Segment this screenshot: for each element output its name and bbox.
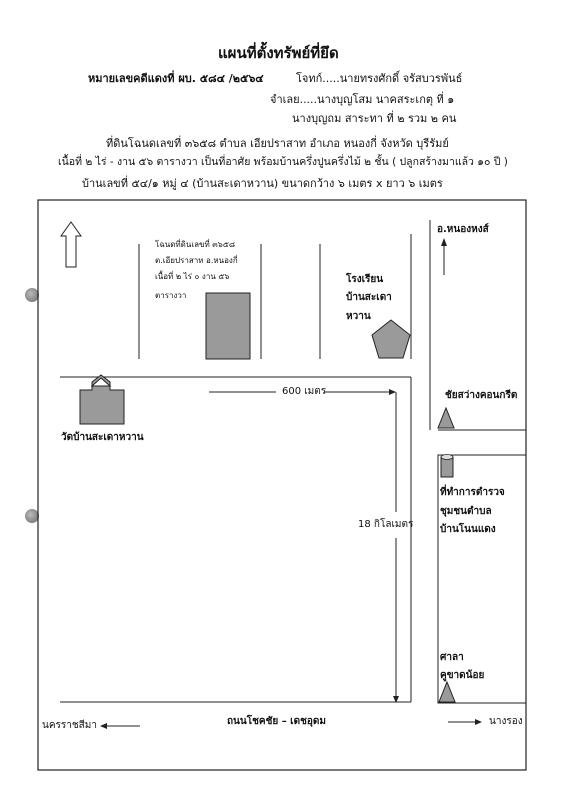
sala-label-1: ศาลา: [440, 652, 464, 663]
concrete-shop-label: ชัยสว่างคอนกรีต: [445, 390, 518, 401]
sala-icon: [439, 682, 455, 702]
area-line: เนื้อที่ ๒ ไร่ - งาน ๕๖ ตารางวา เป็นที่อาศัย พร้อมบ้านครึ่งปูนครึ่งไม้ ๒ ชั้น ( ปลูกสร้างมาแล้ว ๑๐ ปี ): [58, 156, 508, 168]
arrow-head-icon: [100, 723, 107, 729]
police-station-icon: [441, 457, 453, 477]
deed-info-1: โฉนดที่ดินเลขที่ ๓๖๕๘: [155, 240, 236, 249]
deed-line: ที่ดินโฉนดเลขที่ ๓๖๕๘ ตำบล เอียปราสาท อำเภอ หนองกี่ จังหวัด บุรีรัมย์: [106, 137, 449, 150]
police-label-2: ชุมชนตำบล: [440, 506, 492, 517]
deed-info-2: ต.เอียปราสาท อ.หนองกี่: [155, 256, 238, 265]
defendant-line-1: จำเลย.....นางบุญโสม นาคสระเกตุ ที่ ๑: [270, 93, 455, 106]
east-place-label: นางรอง: [489, 716, 523, 727]
temple-label: วัดบ้านสะเดาหวาน: [61, 432, 144, 443]
arrow-head-icon: [475, 719, 482, 725]
road-label: ถนนโชคชัย – เดชอุดม: [227, 716, 326, 727]
north-arrow-icon: [61, 222, 81, 267]
police-label-1: ที่ทำการตำรวจ: [440, 487, 505, 498]
school-label-1: โรงเรียน: [346, 274, 384, 285]
case-number: หมายเลขคดีแดงที่ ผบ. ๕๘๔ /๒๕๖๔: [88, 72, 264, 85]
defendant-line-2: นางบุญถม สาระทา ที่ ๒ รวม ๒ คน: [292, 112, 457, 125]
page-title: แผนที่ตั้งทรัพย์ที่ยึด: [218, 44, 339, 62]
distance-18-label: 18 กิโลเมตร: [358, 519, 414, 530]
school-label-3: หวาน: [346, 311, 371, 322]
map-frame: [38, 200, 526, 770]
deed-info-3: เนื้อที่ ๒ ไร่ ๐ งาน ๕๖: [155, 272, 230, 281]
west-place-label: นครราชสีมา: [42, 720, 97, 731]
land-plot: [206, 293, 250, 359]
school-icon: [372, 320, 410, 358]
concrete-shop-icon: [438, 408, 454, 428]
distance-600-label: 600 เมตร: [282, 386, 327, 397]
house-line: บ้านเลขที่ ๕๔/๑ หมู่ ๔ (บ้านสะเดาหวาน) ขนาดกว้าง ๖ เมตร x ยาว ๖ เมตร: [82, 177, 443, 190]
sala-label-2: คูขาดน้อย: [440, 670, 485, 681]
arrow-head-icon: [441, 238, 447, 246]
deed-info-4: ตารางวา: [155, 291, 187, 300]
plaintiff-line: โจทก์.....นายทรงศักดิ์ จรัสบวรพันธ์: [296, 72, 463, 85]
school-label-2: บ้านสะเดา: [346, 292, 392, 303]
police-label-3: บ้านโนนแดง: [440, 524, 496, 535]
north-place-label: อ.หนองหงส์: [437, 224, 489, 235]
arrow-head-icon: [389, 389, 396, 395]
